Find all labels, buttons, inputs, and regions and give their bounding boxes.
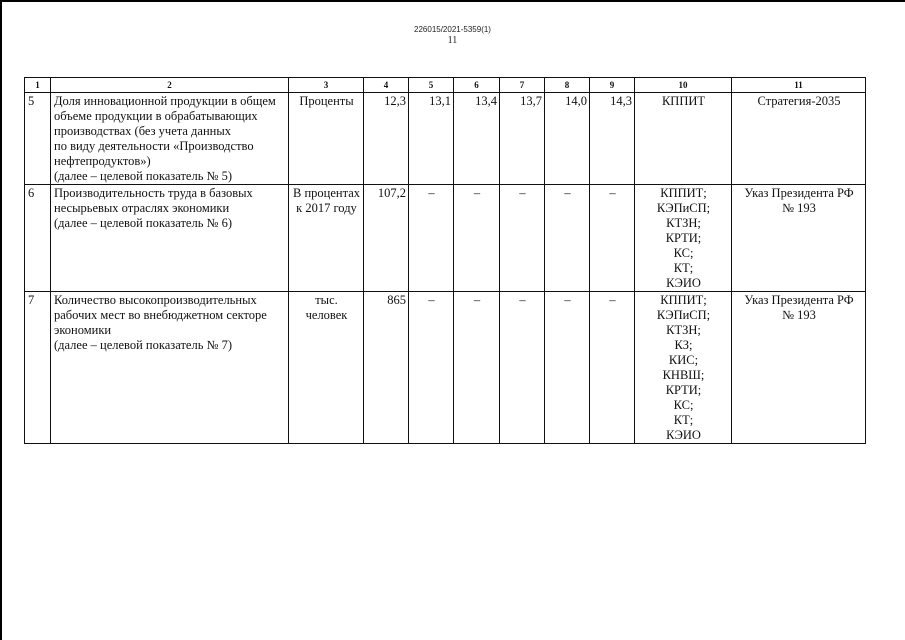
source-line: № 193 [782,201,816,215]
indicator-unit [289,93,364,185]
executor-line: КРТИ; [665,383,702,397]
indicator-value: 13,7 [500,93,545,185]
indicator-name-line: Доля инновационной продукции в общем [54,94,276,108]
table-row [25,93,866,185]
indicator-number: 5 [25,93,51,185]
indicator-value: 13,1 [409,93,454,185]
indicator-source [732,93,866,185]
column-header: 7 [500,78,545,93]
executor-line: КППИТ; [660,293,707,307]
source-line: Стратегия-2035 [757,94,841,108]
indicator-name-line: рабочих мест во внебюджетном секторе [54,308,267,322]
column-header: 5 [409,78,454,93]
indicator-name-line: (далее – целевой показатель № 5) [54,169,232,183]
column-header: 9 [590,78,635,93]
indicator-name-line: по виду деятельности «Производство [54,139,254,153]
table-row [25,292,866,444]
indicator-number: 6 [25,185,51,292]
column-header: 1 [25,78,51,93]
column-header: 6 [454,78,500,93]
executor-line: КТЗН; [666,323,701,337]
page-edge-left [0,0,2,640]
column-header: 8 [545,78,590,93]
column-header: 11 [732,78,866,93]
indicator-source [732,185,866,292]
indicator-value: 12,3 [364,93,409,185]
indicator-value: – [500,185,545,292]
source-line: № 193 [782,308,816,322]
indicator-name [51,185,289,292]
indicator-value: – [545,292,590,444]
executor-line: КЭИО [666,276,701,290]
indicator-value: – [590,292,635,444]
unit-line: Проценты [299,94,354,108]
indicator-executors [635,93,732,185]
indicator-value: – [409,292,454,444]
indicator-value: – [454,292,500,444]
source-line: Указ Президента РФ [744,186,854,200]
unit-line: к 2017 году [296,201,357,215]
indicator-name-line: производствах (без учета данных [54,124,231,138]
column-header: 2 [51,78,289,93]
column-header: 4 [364,78,409,93]
table-row [25,185,866,292]
indicator-value: – [454,185,500,292]
indicator-name-line: нефтепродуктов») [54,154,151,168]
column-header: 3 [289,78,364,93]
executor-line: КРТИ; [665,231,702,245]
unit-line: тыс. [315,293,338,307]
executor-line: КППИТ; [660,186,707,200]
unit-line: В процентах [293,186,360,200]
indicator-value: – [545,185,590,292]
indicator-value: – [590,185,635,292]
indicator-number: 7 [25,292,51,444]
unit-line: человек [305,308,348,322]
indicator-value: – [500,292,545,444]
executor-line: КС; [673,398,694,412]
executor-line: КИС; [668,353,699,367]
indicator-name [51,93,289,185]
document-code: 226015/2021-5359(1) [414,25,491,34]
source-line: Указ Президента РФ [744,293,854,307]
column-header: 10 [635,78,732,93]
executor-line: КЗ; [674,338,693,352]
indicator-value: 14,0 [545,93,590,185]
indicator-executors [635,292,732,444]
executor-line: КЭПиСП; [656,201,711,215]
indicator-name [51,292,289,444]
executor-line: КТ; [673,261,694,275]
indicator-source [732,292,866,444]
executor-line: КНВШ; [662,368,705,382]
executor-line: КППИТ [661,94,706,108]
executor-line: КТЗН; [666,216,701,230]
indicator-name-line: (далее – целевой показатель № 7) [54,338,232,352]
executor-line: КЭИО [666,428,701,442]
column-number-row [25,78,866,93]
indicator-name-line: Количество высокопроизводительных [54,293,257,307]
indicator-unit [289,292,364,444]
indicator-name-line: несырьевых отраслях экономики [54,201,230,215]
indicator-value: 14,3 [590,93,635,185]
indicator-value: – [409,185,454,292]
indicator-unit [289,185,364,292]
executor-line: КЭПиСП; [656,308,711,322]
executor-line: КТ; [673,413,694,427]
executor-line: КС; [673,246,694,260]
page-number: 11 [447,35,458,46]
page-edge-top [0,0,905,2]
indicator-name-line: объеме продукции в обрабатывающих [54,109,258,123]
indicators-table [24,77,866,444]
indicator-name-line: (далее – целевой показатель № 6) [54,216,232,230]
indicator-value: 865 [364,292,409,444]
indicator-name-line: Производительность труда в базовых [54,186,253,200]
indicator-name-line: экономики [54,323,112,337]
indicator-value: 107,2 [364,185,409,292]
indicator-value: 13,4 [454,93,500,185]
indicator-executors [635,185,732,292]
